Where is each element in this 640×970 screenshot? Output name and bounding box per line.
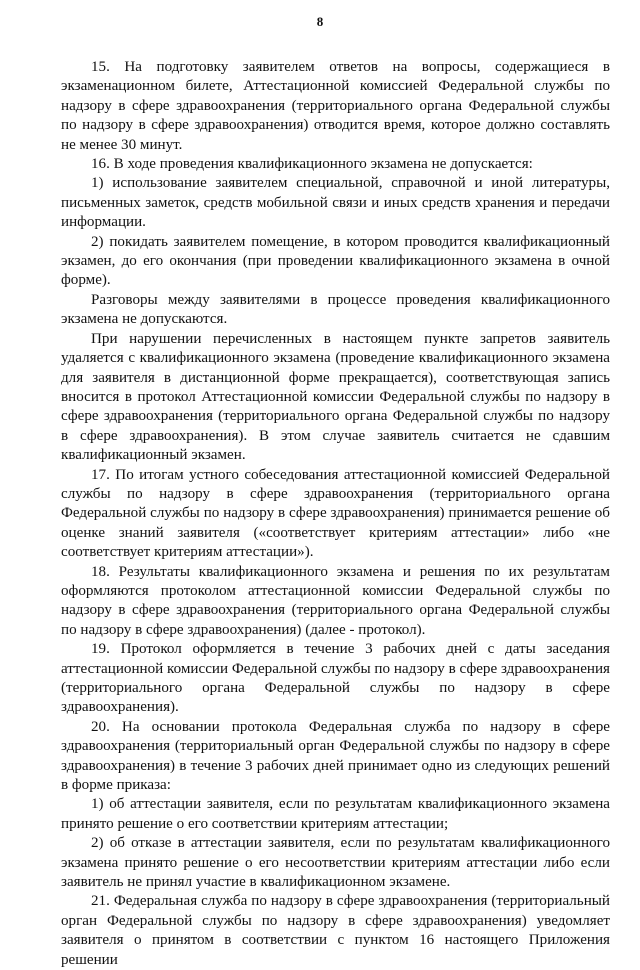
paragraph-20: 20. На основании протокола Федеральная служба по надзору в сфере здравоохранения (территориальный орган Федеральной службы по надзору в сфере здравоохранения) в течение 3 рабочих дней принимает одно из следующих решений в форме приказа: bbox=[61, 718, 610, 794]
paragraph-20-item-2: 2) об отказе в аттестации заявителя, если по результатам квалификационного экзамена принято решение о его несоответствии критериям аттестации либо если заявитель не принял участие в квалификационном экзамене. bbox=[61, 835, 610, 891]
document-body bbox=[61, 58, 610, 970]
paragraph-16-violations: При нарушении перечисленных в настоящем пункте запретов заявитель удаляется с квалификационного экзамена (проведение квалификационного экзамена для заявителя в дистанционной форме прекращается), соответствующая запись вносится в протокол Аттестационной комиссии Федеральной службы по надзору в сфере здравоохранения (территориального органа Федеральной службы по надзору в сфере здравоохранения). В этом случае заявитель считается не сдавшим квалификационный экзамен. bbox=[61, 330, 610, 464]
paragraph-21: 21. Федеральная служба по надзору в сфере здравоохранения (территориальный орган Федеральной службы по надзору в сфере здравоохранения) уведомляет заявителя о принятом в соответствии с пунктом 16 настоящего Приложения решении bbox=[61, 893, 610, 968]
paragraph-16: 16. В ходе проведения квалификационного экзамена не допускается: bbox=[91, 156, 533, 173]
paragraph-16-item-1: 1) использование заявителем специальной, справочной и иной литературы, письменных заметок, средств мобильной связи и иных средств хранения и передачи информации. bbox=[61, 175, 610, 231]
paragraph-19: 19. Протокол оформляется в течение 3 рабочих дней с даты заседания аттестационной комиссии Федеральной службы по надзору в сфере здравоохранения (территориального органа Федеральной службы по надзору в сфере здравоохранения). bbox=[61, 641, 610, 716]
paragraph-16-conversations: Разговоры между заявителями в процессе проведения квалификационного экзамена не допускаются. bbox=[61, 291, 610, 328]
paragraph-15: 15. На подготовку заявителем ответов на вопросы, содержащиеся в экзаменационном билете, Аттестационной комиссией Федеральной службы по надзору в сфере здравоохранения (территориального органа Федеральной службы по надзору в сфере здравоохранения) отводится время, которое должно составлять не менее 30 минут. bbox=[61, 59, 610, 153]
page-number: 8 bbox=[316, 14, 324, 29]
paragraph-18: 18. Результаты квалификационного экзамена и решения по их результатам оформляются протоколом аттестационной комиссии Федеральной службы по надзору в сфере здравоохранения (территориального органа Федеральной службы по надзору в сфере здравоохранения) (далее - протокол). bbox=[61, 563, 610, 638]
paragraph-16-item-2: 2) покидать заявителем помещение, в котором проводится квалификационный экзамен, до его окончания (при проведении квалификационного экзамена в очной форме). bbox=[61, 233, 610, 289]
paragraph-20-item-1: 1) об аттестации заявителя, если по результатам квалификационного экзамена принято решение о его соответствии критериям аттестации; bbox=[61, 796, 610, 832]
paragraph-17: 17. По итогам устного собеседования аттестационной комиссией Федеральной службы по надзору в сфере здравоохранения (территориального органа Федеральной службы по надзору в сфере здравоохранения) принимается решение об оценке знаний заявителя («соответствует критериям аттестации» либо «не соответствует критериям аттестации»). bbox=[61, 466, 610, 561]
